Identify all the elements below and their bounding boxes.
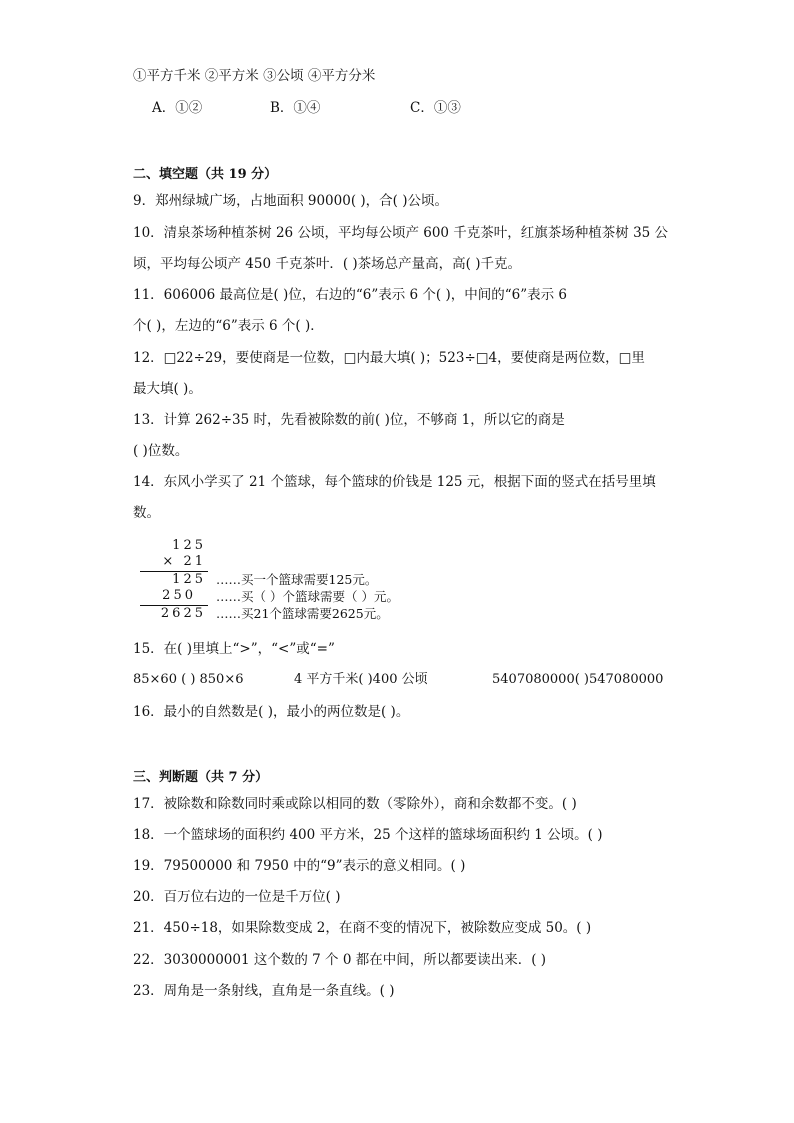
question-10-line-2: 顷，平均每公顷产 450 千克茶叶．( )茶场总产量高，高( )千克。 [133,256,521,272]
section-heading-fill-in: 二、填空题（共 19 分） [133,167,278,182]
multiplicand: 125 [172,538,206,553]
question-15-compare-2: 4 平方千米( )400 公顷 [294,672,428,687]
question-22: 22．3030000001 这个数的 7 个 0 都在中间，所以都要读出来．( ) [133,952,547,968]
q8-option-b: B．①④ [270,100,321,116]
question-11-line-2: 个( )，左边的“6”表示 6 个( )． [133,318,324,334]
q8-option-c: C．①③ [410,100,461,116]
q8-option-a: A．①② [152,100,203,116]
question-13-line-1: 13．计算 262÷35 时，先看被除数的前( )位，不够商 1，所以它的商是 [133,412,565,428]
question-11-line-1: 11．606006 最高位是( )位，右边的“6”表示 6 个( )，中间的“6”表示 6 [133,287,567,303]
section-heading-true-false: 三、判断题（共 7 分） [133,770,269,785]
question-19: 19．79500000 和 7950 中的“9”表示的意义相同。( ) [133,858,466,874]
question-14-line-2: 数。 [133,505,160,521]
question-16: 16．最小的自然数是( )，最小的两位数是( )。 [133,704,410,720]
calc-note-1: ……买一个篮球需要125元。 [216,572,378,587]
question-12-line-2: 最大填( )。 [133,381,202,397]
question-10-line-1: 10．清泉茶场种植茶树 26 公顷，平均每公顷产 600 千克茶叶，红旗茶场种植茶树 35 公 [133,225,669,241]
question-15-compare-1: 85×60 ( ) 850×6 [133,672,244,687]
vertical-multiplication [140,538,460,628]
partial-product-2: 250 [162,588,196,603]
product: 2625 [160,606,206,621]
multiplier: × 21 [162,554,206,569]
question-12-line-1: 12．□22÷29，要使商是一位数，□内最大填( )；523÷□4，要使商是两位数，□里 [133,350,645,366]
question-20: 20．百万位右边的一位是千万位( ) [133,889,341,905]
question-18: 18．一个篮球场的面积约 400 平方米，25 个这样的篮球场面积约 1 公顷。( ) [133,827,603,843]
question-14-line-1: 14．东风小学买了 21 个篮球，每个篮球的价钱是 125 元，根据下面的竖式在括号里填 [133,474,656,490]
calc-note-2: ……买（ ）个篮球需要（ ）元。 [216,589,399,604]
question-15-line-1: 15．在( )里填上“>”，“<”或“=” [133,641,335,657]
question-21: 21．450÷18，如果除数变成 2，在商不变的情况下，被除数应变成 50。( ) [133,920,592,936]
question-17: 17．被除数和除数同时乘或除以相同的数（零除外），商和余数都不变。( ) [133,796,577,812]
question-23: 23．周角是一条射线，直角是一条直线。( ) [133,983,395,999]
q8-items: ①平方千米 ②平方米 ③公顷 ④平方分米 [133,68,376,84]
partial-product-1: 125 [172,572,206,587]
question-15-compare-3: 5407080000( )547080000 [492,672,664,687]
calc-note-3: ……买21个篮球需要2625元。 [216,606,389,621]
question-9: 9．郑州绿城广场，占地面积 90000( )，合( )公顷。 [133,193,448,209]
question-13-line-2: ( )位数。 [133,443,189,459]
